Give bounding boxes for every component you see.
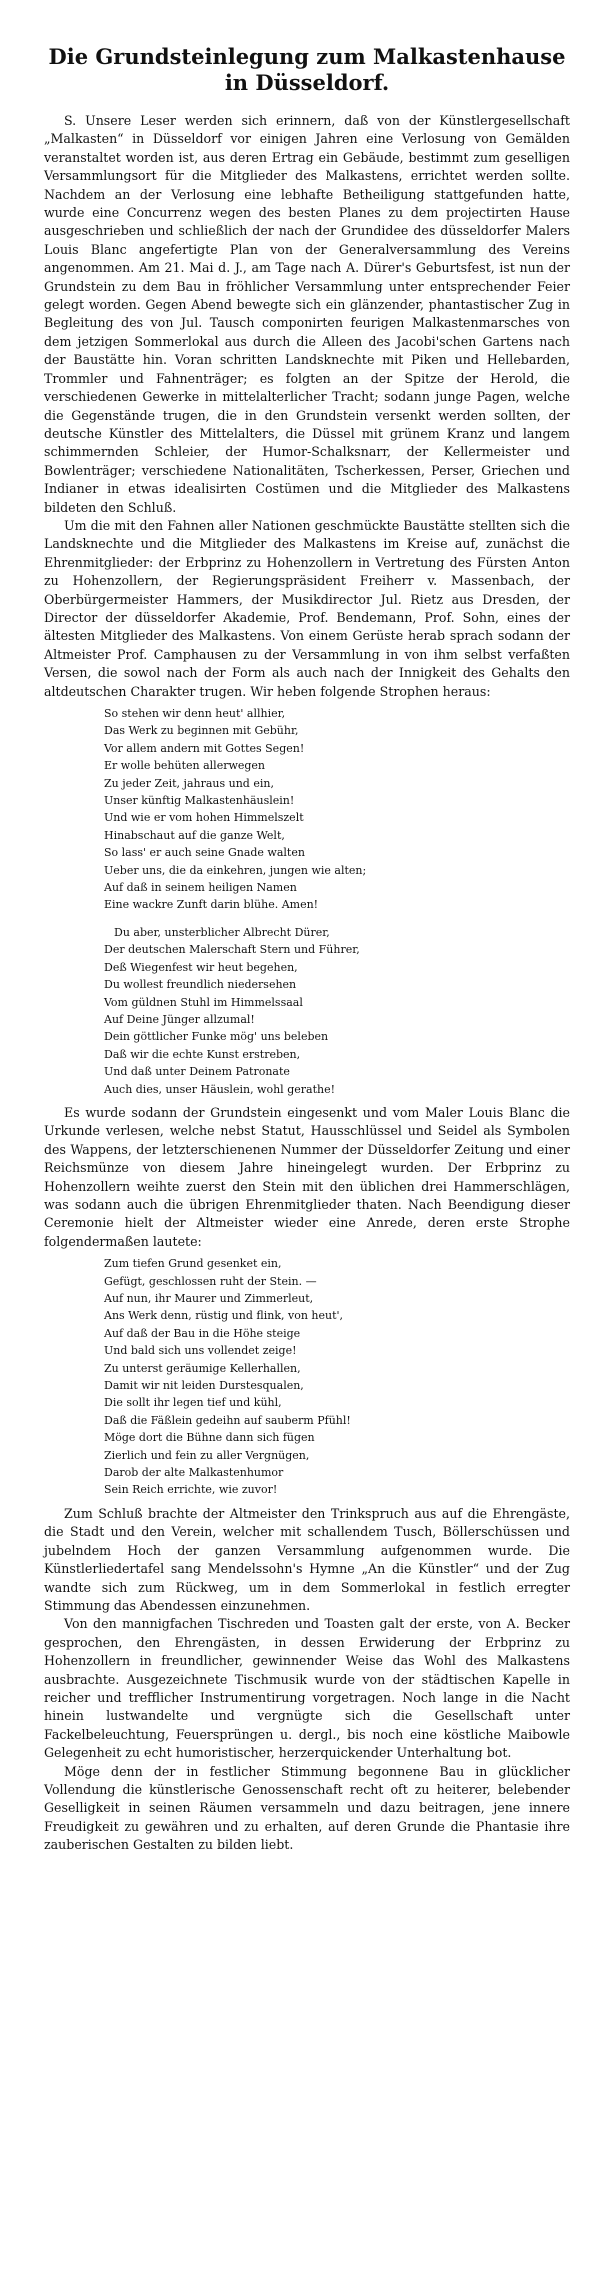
poem-first-speech bbox=[104, 705, 570, 1098]
poem-line: Darob der alte Malkastenhumor bbox=[104, 1466, 284, 1480]
poem-line: Und daß unter Deinem Patronate bbox=[104, 1065, 290, 1079]
poem-line: Ans Werk denn, rüstig und flink, von heut', bbox=[104, 1309, 344, 1323]
poem-line: Hinabschaut auf die ganze Welt, bbox=[104, 828, 285, 842]
poem-line: Eine wackre Zunft darin blühe. Amen! bbox=[104, 898, 319, 912]
poem-line: Zierlich und fein zu aller Vergnügen, bbox=[104, 1448, 310, 1462]
poem-line: Und bald sich uns vollendet zeige! bbox=[104, 1344, 297, 1358]
poem-line: Deß Wiegenfest wir heut begehen, bbox=[104, 960, 298, 974]
poem-line: Die sollt ihr legen tief und kühl, bbox=[104, 1396, 282, 1410]
poem-line: Daß die Fäßlein gedeihn auf sauberm Pfühl! bbox=[104, 1413, 351, 1427]
paragraph-foundation-stone: Es wurde sodann der Grundstein eingesenkt und vom Maler Louis Blanc die Urkunde verlesen, welche nebst Statut, Hausschlüssel und Seidel als Symbolen des Wappens, der letzterschienenen Nummer der Düsseldorfer Zeitung und einer Reichsmünze von diesem Jahre hineingelegt wurden. Der Erbprinz zu Hohenzollern weihte zuerst den Stein mit den üblichen drei Hammerschlägen, was sodann auch die übrigen Ehrenmitglieder thaten. Nach Beendigung dieser Ceremonie hielt der Altmeister wieder eine Anrede, deren erste Strophe folgendermaßen lautete: bbox=[44, 1104, 570, 1249]
poem-line: Der deutschen Malerschaft Stern und Führer, bbox=[104, 943, 360, 957]
paragraph-toast: Zum Schluß brachte der Altmeister den Trinkspruch aus auf die Ehrengäste, die Stadt und den Verein, welcher mit schallendem Tusch, Böllerschüssen und jubelndem Hoch der ganzen Versammlung aufgenommen wurde. Die Künstlerliedertafel sang Mendelssohn's Hymne „An die Künstler“ und der Zug wandte sich zum Rückweg, um in dem Sommerlokal in festlich erregter Stimmung das Abendessen einzunehmen. bbox=[44, 1505, 570, 1613]
poem-line: Auch dies, unser Häuslein, wohl gerathe! bbox=[104, 1082, 335, 1096]
paragraph-procession: Um die mit den Fahnen aller Nationen geschmückte Baustätte stellten sich die Landsknechte und die Mitglieder des Malkastens im Kreise auf, zunächst die Ehrenmitglieder: der Erbprinz zu Hohenzollern in Vertretung des Fürsten Anton zu Hohenzollern, der Regierungspräsident Freiherr v. Massenbach, der Oberbürgermeister Hammers, der Musikdirector Jul. Rietz aus Dresden, der Director der düsseldorfer Akademie, Prof. Bendemann, Prof. Sohn, eines der ältesten Mitglieder des Malkastens. Von einem Gerüste herab sprach sodann der Altmeister Prof. Camphausen zu der Versammlung in von ihm selbst verfaßten Versen, die sowol nach der Form als auch nach der Innigkeit des Gehalts den altdeutschen Charakter trugen. Wir heben folgende Strophen heraus: bbox=[44, 517, 570, 699]
poem-line: Dein göttlicher Funke mög' uns beleben bbox=[104, 1030, 329, 1044]
paragraph-closing: Möge denn der in festlicher Stimmung begonnene Bau in glücklicher Vollendung die künstlerische Genossenschaft recht oft zu heiterer, belebender Geselligkeit in seinen Räumen versammeln und dazu beitragen, jene innere Freudigkeit zu gewähren und zu erhalten, auf deren Grunde die Phantasie ihre zauberischen Gestalten zu bilden liebt. bbox=[44, 1763, 570, 1853]
article-title: Die Grundsteinlegung zum Malkastenhause in Düsseldorf. bbox=[48, 44, 566, 95]
poem-line: Auf Deine Jünger allzumal! bbox=[104, 1012, 255, 1026]
poem-line: Auf daß in seinem heiligen Namen bbox=[104, 881, 297, 895]
article bbox=[44, 44, 570, 1855]
poem-line: Vom güldnen Stuhl im Himmelssaal bbox=[104, 995, 303, 1009]
poem-line: Möge dort die Bühne dann sich fügen bbox=[104, 1431, 315, 1445]
poem-line: Vor allem andern mit Gottes Segen! bbox=[104, 741, 305, 755]
poem-line: Unser künftig Malkastenhäuslein! bbox=[104, 794, 295, 808]
poem-line: So lass' er auch seine Gnade walten bbox=[104, 846, 305, 860]
poem-second-speech bbox=[104, 1255, 570, 1499]
poem-line: Zu jeder Zeit, jahraus und ein, bbox=[104, 776, 274, 790]
poem-line: Das Werk zu beginnen mit Gebühr, bbox=[104, 724, 299, 738]
poem-line: Zu unterst geräumige Kellerhallen, bbox=[104, 1361, 301, 1375]
poem-line: Du aber, unsterblicher Albrecht Dürer, bbox=[114, 925, 330, 939]
paragraph-intro: S. Unsere Leser werden sich erinnern, daß von der Künstlergesellschaft „Malkasten“ in Düsseldorf vor einigen Jahren eine Verlosung von Gemälden veranstaltet worden ist, aus deren Ertrag ein Gebäude, bestimmt zum geselligen Versammlungsort für die Mitglieder des Malkastens, errichtet werden sollte. Nachdem an der Verlosung eine lebhafte Betheiligung stattgefunden hatte, wurde eine Concurrenz wegen des besten Planes zu dem projectirten Hause ausgeschrieben und schließlich der nach der Grundidee des düsseldorfer Malers Louis Blanc angefertigte Plan von der Generalversammlung des Vereins angenommen. Am 21. Mai d. J., am Tage nach A. Dürer's Geburtsfest, ist nun der Grundstein zu dem Bau in fröhlicher Versammlung unter entsprechender Feier gelegt worden. Gegen Abend bewegte sich ein glänzender, phantastischer Zug in Begleitung des von Jul. Tausch componirten feurigen Malkastenmarsches von dem jetzigen Sommerlokal aus durch die Alleen des Jacobi'schen Gartens nach der Baustätte hin. Voran schritten Landsknechte mit Piken und Hellebarden, Trommler und Fahnenträger; es folgten an der Spitze der Herold, die verschiedenen Gewerke in mittelalterlicher Tracht; sodann junge Pagen, welche die Gegenstände trugen, die in den Grundstein versenkt werden sollten, der deutsche Künstler des Mittelalters, die Düssel mit grünem Kranz und langem schimmernden Schleier, der Humor-Schalksnarr, der Kellermeister und Bowlenträger; verschiedene Nationalitäten, Tscherkessen, Perser, Griechen und Indianer in etwas idealisirten Costümen und die Mitglieder des Malkastens bildeten den Schluß. bbox=[44, 113, 570, 515]
stanza-gap bbox=[104, 914, 570, 924]
poem-line: Daß wir die echte Kunst erstreben, bbox=[104, 1047, 301, 1061]
poem-line: Du wollest freundlich niedersehen bbox=[104, 978, 297, 992]
poem-line: Sein Reich errichte, wie zuvor! bbox=[104, 1483, 278, 1497]
poem-line: Auf nun, ihr Maurer und Zimmerleut, bbox=[104, 1292, 314, 1305]
poem-line: Gefügt, geschlossen ruht der Stein. — bbox=[104, 1274, 317, 1288]
poem-line: Auf daß der Bau in die Höhe steige bbox=[104, 1326, 301, 1340]
poem-line: Zum tiefen Grund gesenket ein, bbox=[104, 1257, 282, 1271]
poem-line: Damit wir nit leiden Durstesqualen, bbox=[104, 1379, 304, 1393]
poem-line: Und wie er vom hohen Himmelszelt bbox=[104, 811, 304, 825]
poem-line: So stehen wir denn heut' allhier, bbox=[104, 707, 286, 720]
paragraph-dinner: Von den mannigfachen Tischreden und Toasten galt der erste, von A. Becker gesprochen, den Ehrengästen, in dessen Erwiderung der Erbprinz zu Hohenzollern in freundlicher, gewinnender Weise das Wohl des Malkastens ausbrachte. Ausgezeichnete Tischmusik wurde von der städtischen Kapelle in reicher und trefflicher Instrumentirung vorgetragen. Noch lange in die Nacht hinein lustwandelte und vergnügte sich die Gesellschaft unter Fackelbeleuchtung, Feuersprüngen u. dergl., bis noch eine köstliche Maibowle Gelegenheit zu echt humoristischer, herzerquickender Unterhaltung bot. bbox=[44, 1616, 570, 1761]
poem-line: Er wolle behüten allerwegen bbox=[104, 759, 266, 773]
poem-line: Ueber uns, die da einkehren, jungen wie alten; bbox=[104, 863, 367, 877]
